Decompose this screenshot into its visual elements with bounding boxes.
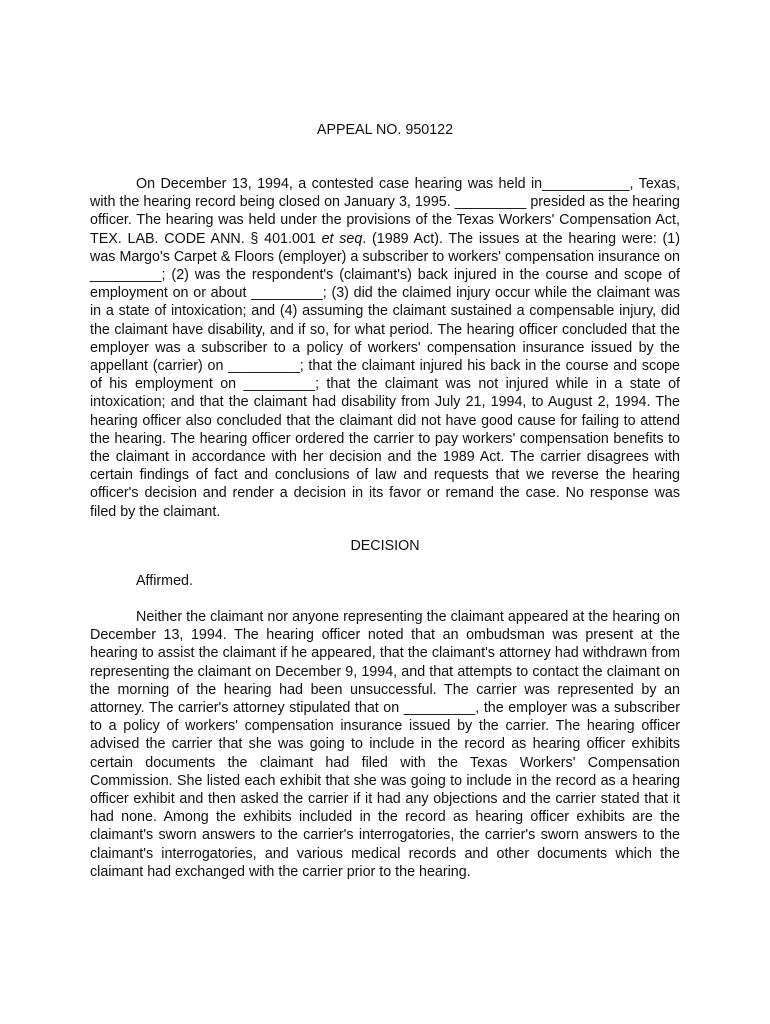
affirmed-text: Affirmed.	[136, 573, 193, 589]
decision-heading: DECISION	[350, 538, 420, 554]
appeal-title: APPEAL NO. 950122	[316, 122, 454, 138]
body-paragraph: Neither the claimant nor anyone representing the claimant appeared at the hearing on December 13, 1994. The hearing officer noted that an ombudsman was present at the hearing to assist the claimant if he appeared, that the claimant's attorney had withdrawn from representing the claimant on December 9, 1994, and that attempts to contact the claimant on the morning of the hearing had been unsuccessful. The carrier was represented by an attorney. The carrier's attorney stipulated that on _________, the employer was a subscriber to a policy of workers' compensation insurance issued by the carrier. The hearing officer advised the carrier that she was going to include in the record as hearing officer exhibits certain documents the claimant had filed with the Texas Workers' Compensation Commission. She listed each exhibit that she was going to include in the record as a hearing officer exhibit and then asked the carrier if it had any objections and the carrier stated that it had none. Among the exhibits included in the record as hearing officer exhibits are the claimant's sworn answers to the carrier's interrogatories, the carrier's sworn answers to the claimant's interrogatories, and various medical records and other documents which the claimant had exchanged with the carrier prior to the hearing.	[90, 609, 680, 880]
intro-italic-text: et seq	[321, 230, 363, 247]
intro-text-part2: . (1989 Act). The issues at the hearing were: (1) was Margo's Carpet & Floors (employer) a subscriber to workers' compensation insurance on _________; (2) was the respondent's (claimant's) back injured in the course and scope of employment on or about _________; (3) did the claimed injury occur while the claimant was in a state of intoxication; and (4) assuming the claimant sustained a compensable injury, did the claimant have disability, and if so, for what period. The hearing officer concluded that the employer was a subscriber to a policy of workers' compensation insurance issued by the appellant (carrier) on _________; that the claimant injured his back in the course and scope of his employment on _________; that the claimant was not injured while in a state of intoxication; and that the claimant had disability from July 21, 1994, to August 2, 1994. The hearing officer also concluded that the claimant did not have good cause for failing to attend the hearing. The hearing officer ordered the carrier to pay workers' compensation benefits to the claimant in accordance with her decision and the 1989 Act. The carrier disagrees with certain findings of fact and conclusions of law and requests that we reverse the hearing officer's decision and render a decision in its favor or remand the case. No response was filed by the claimant.	[90, 230, 681, 520]
intro-text-part1: On December 13, 1994, a contested case hearing was held in___________, Texas, with the hearing record being closed on January 3, 1995. _________ presided as the hearing officer. The hearing was held under the provisions of the Texas Workers' Compensation Act, TEX. LAB. CODE ANN. § 401.001	[90, 176, 680, 247]
intro-paragraph	[90, 175, 680, 521]
